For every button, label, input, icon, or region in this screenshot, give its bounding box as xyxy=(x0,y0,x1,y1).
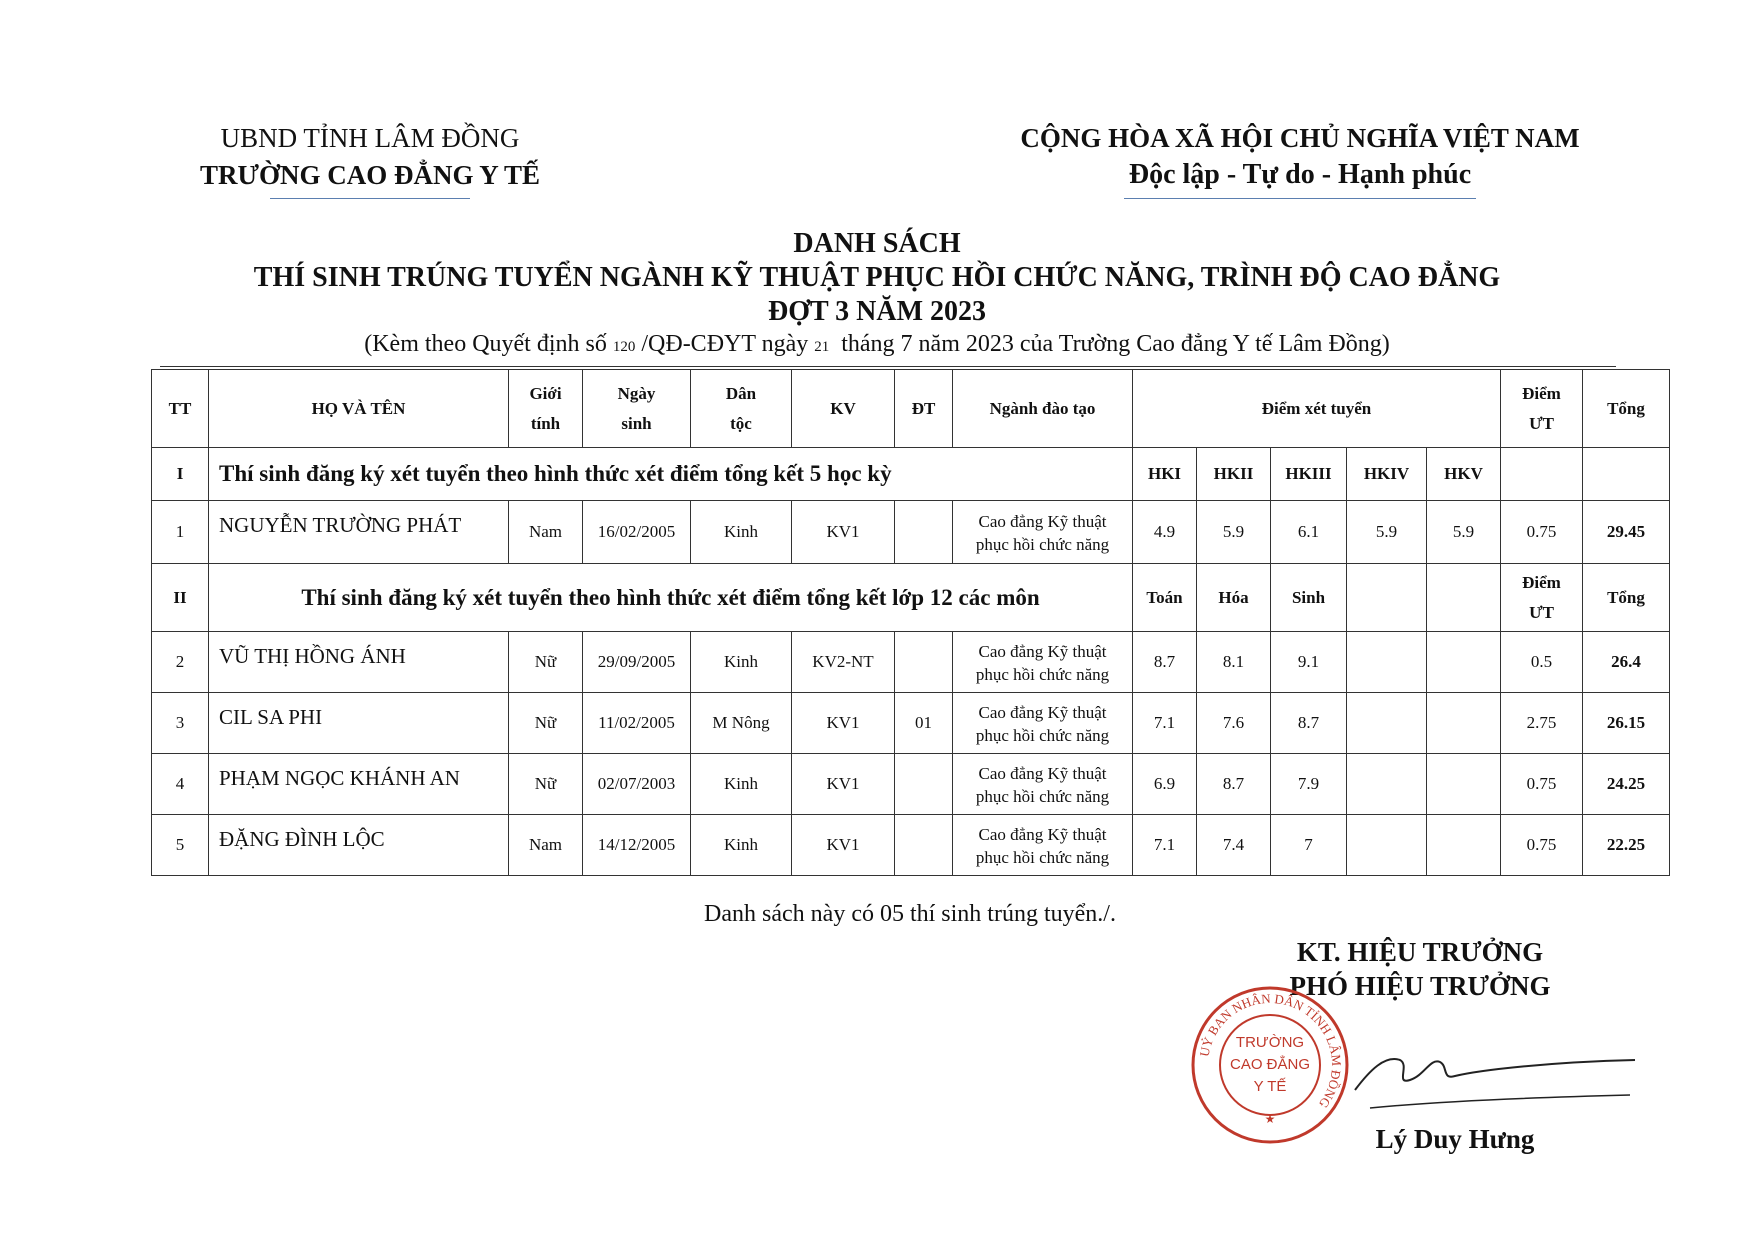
section2-label: Thí sinh đăng ký xét tuyển theo hình thức xét điểm tổng kết lớp 12 các môn xyxy=(209,564,1133,632)
row-name: ĐẶNG ĐÌNH LỘC xyxy=(209,815,509,876)
stamp-star-icon: ★ xyxy=(1264,1112,1276,1126)
row-score-empty xyxy=(1347,632,1427,693)
doc-title: DANH SÁCH xyxy=(793,228,961,259)
section2-empty-1 xyxy=(1347,564,1427,632)
row-score-2: 8.7 xyxy=(1197,754,1271,815)
national-motto-block xyxy=(1000,120,1600,199)
issuer-block xyxy=(160,120,580,199)
row-gender: Nữ xyxy=(509,693,583,754)
section2-row xyxy=(152,564,1670,632)
section1-col-hk4: HKIV xyxy=(1347,448,1427,501)
country-name: CỘNG HÒA XÃ HỘI CHỦ NGHĨA VIỆT NAM xyxy=(1020,123,1580,153)
row-dt xyxy=(895,501,953,564)
row-total: 26.15 xyxy=(1583,693,1670,754)
row-total: 24.25 xyxy=(1583,754,1670,815)
sign-line1: KT. HIỆU TRƯỞNG xyxy=(1296,937,1544,967)
row-score-2: 7.6 xyxy=(1197,693,1271,754)
admission-table xyxy=(151,369,1670,876)
sign-line2: PHÓ HIỆU TRƯỞNG xyxy=(1289,971,1551,1001)
col-dob: Ngày sinh xyxy=(583,370,691,448)
row-score-empty xyxy=(1347,815,1427,876)
table-row xyxy=(152,632,1670,693)
row-score-3: 8.7 xyxy=(1271,693,1347,754)
row-kv: KV1 xyxy=(792,754,895,815)
handwritten-signature xyxy=(1350,1040,1640,1120)
row-name: PHẠM NGỌC KHÁNH AN xyxy=(209,754,509,815)
row-name: VŨ THỊ HỒNG ÁNH xyxy=(209,632,509,693)
table-row xyxy=(152,693,1670,754)
row-gender: Nam xyxy=(509,501,583,564)
row-total: 29.45 xyxy=(1583,501,1670,564)
row-score-2: 7.4 xyxy=(1197,815,1271,876)
row-gender: Nữ xyxy=(509,754,583,815)
row-dt xyxy=(895,632,953,693)
col-kv: KV xyxy=(792,370,895,448)
row-dt xyxy=(895,815,953,876)
col-total: Tổng xyxy=(1583,370,1670,448)
row-total: 26.4 xyxy=(1583,632,1670,693)
issuer-province: UBND TỈNH LÂM ĐỒNG xyxy=(220,123,520,153)
row-dob: 29/09/2005 xyxy=(583,632,691,693)
row-tt: 1 xyxy=(152,501,209,564)
issuer-school: TRƯỜNG CAO ĐẲNG Y TẾ xyxy=(199,160,541,190)
row-ethnic: Kinh xyxy=(691,754,792,815)
row-dob: 14/12/2005 xyxy=(583,815,691,876)
stamp-inner-2: CAO ĐẲNG xyxy=(1229,1056,1311,1073)
row-priority: 0.5 xyxy=(1501,632,1583,693)
row-score-3: 7.9 xyxy=(1271,754,1347,815)
row-score-2: 8.1 xyxy=(1197,632,1271,693)
col-priority: Điểm ƯT xyxy=(1501,370,1583,448)
section2-empty-2 xyxy=(1427,564,1501,632)
doc-reference xyxy=(0,331,1754,358)
row-priority: 2.75 xyxy=(1501,693,1583,754)
row-score-1: 8.7 xyxy=(1133,632,1197,693)
row-kv: KV1 xyxy=(792,693,895,754)
row-score-3: 9.1 xyxy=(1271,632,1347,693)
row-score-4: 5.9 xyxy=(1347,501,1427,564)
row-tt: 4 xyxy=(152,754,209,815)
col-gender: Giới tính xyxy=(509,370,583,448)
row-major: Cao đẳng Kỹ thuật phục hồi chức năng xyxy=(953,754,1133,815)
row-ethnic: Kinh xyxy=(691,632,792,693)
stamp-outer-text: UỶ BAN NHÂN DÂN TỈNH LÂM ĐỒNG xyxy=(1196,990,1345,1111)
row-kv: KV1 xyxy=(792,501,895,564)
row-priority: 0.75 xyxy=(1501,815,1583,876)
section2-col-math: Toán xyxy=(1133,564,1197,632)
row-score-empty xyxy=(1427,815,1501,876)
row-major: Cao đẳng Kỹ thuật phục hồi chức năng xyxy=(953,501,1133,564)
row-priority: 0.75 xyxy=(1501,754,1583,815)
ref-day: 21 xyxy=(814,339,830,355)
row-score-2: 5.9 xyxy=(1197,501,1271,564)
list-count-note: Danh sách này có 05 thí sinh trúng tuyển./. xyxy=(704,901,1116,927)
col-dt: ĐT xyxy=(895,370,953,448)
row-score-empty xyxy=(1347,693,1427,754)
table-row xyxy=(152,754,1670,815)
row-ethnic: M Nông xyxy=(691,693,792,754)
row-tt: 5 xyxy=(152,815,209,876)
section2-number: II xyxy=(152,564,209,632)
row-dob: 16/02/2005 xyxy=(583,501,691,564)
col-name: HỌ VÀ TÊN xyxy=(209,370,509,448)
row-name: CIL SA PHI xyxy=(209,693,509,754)
section1-label: Thí sinh đăng ký xét tuyển theo hình thức xét điểm tổng kết 5 học kỳ xyxy=(209,448,1133,501)
row-score-5: 5.9 xyxy=(1427,501,1501,564)
signer-name: Lý Duy Hưng xyxy=(1375,1124,1535,1154)
section2-col-priority: Điểm ƯT xyxy=(1501,564,1583,632)
row-score-3: 7 xyxy=(1271,815,1347,876)
row-ethnic: Kinh xyxy=(691,501,792,564)
stamp-inner-1: TRƯỜNG xyxy=(1235,1034,1305,1051)
section1-col-hk2: HKII xyxy=(1197,448,1271,501)
row-total: 22.25 xyxy=(1583,815,1670,876)
row-major: Cao đẳng Kỹ thuật phục hồi chức năng xyxy=(953,693,1133,754)
section2-col-total: Tổng xyxy=(1583,564,1670,632)
row-kv: KV2-NT xyxy=(792,632,895,693)
row-score-empty xyxy=(1427,754,1501,815)
row-score-1: 7.1 xyxy=(1133,693,1197,754)
row-score-1: 7.1 xyxy=(1133,815,1197,876)
section1-col-hk1: HKI xyxy=(1133,448,1197,501)
row-score-1: 4.9 xyxy=(1133,501,1197,564)
section1-col-hk5: HKV xyxy=(1427,448,1501,501)
row-name: NGUYỄN TRƯỜNG PHÁT xyxy=(209,501,509,564)
row-score-empty xyxy=(1427,632,1501,693)
row-gender: Nam xyxy=(509,815,583,876)
ref-decision-number: 120 xyxy=(612,339,636,355)
ref-part1: (Kèm theo Quyết định số xyxy=(364,331,607,357)
national-motto: Độc lập - Tự do - Hạnh phúc xyxy=(1128,159,1472,190)
row-dob: 11/02/2005 xyxy=(583,693,691,754)
row-ethnic: Kinh xyxy=(691,815,792,876)
col-major: Ngành đào tạo xyxy=(953,370,1133,448)
row-major: Cao đẳng Kỹ thuật phục hồi chức năng xyxy=(953,632,1133,693)
stamp-inner-3: Y TẾ xyxy=(1253,1078,1287,1095)
row-dt: 01 xyxy=(895,693,953,754)
doc-round: ĐỢT 3 NĂM 2023 xyxy=(767,296,987,327)
row-tt: 2 xyxy=(152,632,209,693)
row-kv: KV1 xyxy=(792,815,895,876)
row-dt xyxy=(895,754,953,815)
col-scores: Điểm xét tuyển xyxy=(1133,370,1501,448)
row-score-1: 6.9 xyxy=(1133,754,1197,815)
section1-row xyxy=(152,448,1670,501)
col-ethnic: Dân tộc xyxy=(691,370,792,448)
issuer-underline xyxy=(270,198,470,199)
row-score-3: 6.1 xyxy=(1271,501,1347,564)
header-row xyxy=(152,370,1670,448)
section2-col-bio: Sinh xyxy=(1271,564,1347,632)
row-priority: 0.75 xyxy=(1501,501,1583,564)
ref-part2: /QĐ-CĐYT ngày xyxy=(641,331,809,357)
doc-subtitle: THÍ SINH TRÚNG TUYỂN NGÀNH KỸ THUẬT PHỤC HỒI CHỨC NĂNG, TRÌNH ĐỘ CAO ĐẲNG xyxy=(253,262,1501,293)
section1-empty-ut xyxy=(1501,448,1583,501)
official-stamp xyxy=(1190,985,1350,1145)
section2-rows xyxy=(152,632,1670,876)
row-gender: Nữ xyxy=(509,632,583,693)
row-dob: 02/07/2003 xyxy=(583,754,691,815)
table-row xyxy=(152,815,1670,876)
row-major: Cao đẳng Kỹ thuật phục hồi chức năng xyxy=(953,815,1133,876)
section1-col-hk3: HKIII xyxy=(1271,448,1347,501)
row-score-empty xyxy=(1427,693,1501,754)
table-top-rule xyxy=(160,366,1616,367)
section1-number: I xyxy=(152,448,209,501)
table-row xyxy=(152,501,1670,564)
section1-empty-total xyxy=(1583,448,1670,501)
col-tt: TT xyxy=(152,370,209,448)
row-score-empty xyxy=(1347,754,1427,815)
motto-underline xyxy=(1124,198,1476,199)
section2-col-chem: Hóa xyxy=(1197,564,1271,632)
ref-part3: tháng 7 năm 2023 của Trường Cao đẳng Y tế Lâm Đồng) xyxy=(841,331,1390,357)
row-tt: 3 xyxy=(152,693,209,754)
